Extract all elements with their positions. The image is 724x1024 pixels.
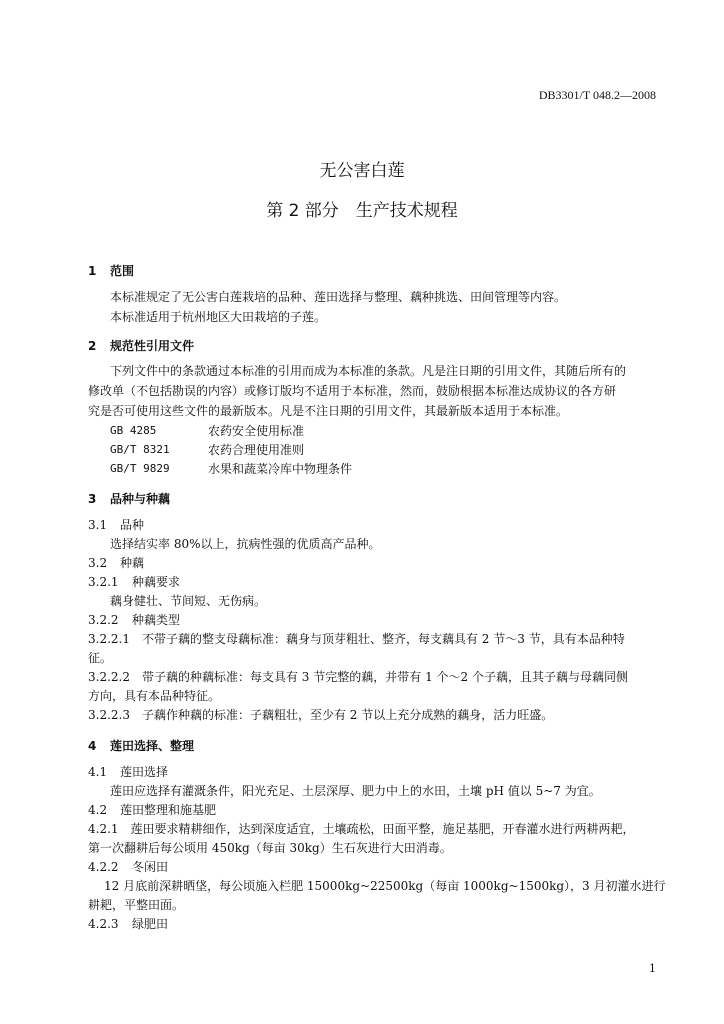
- reference-code: GB/T 8321: [110, 443, 170, 456]
- section-3-heading: [88, 490, 170, 507]
- subsection-title: 冬闲田: [132, 860, 169, 874]
- paragraph-line: 究是否可使用这些文件的最新版本。凡是不注日期的引用文件，其最新版本适用于本标准。: [88, 404, 569, 418]
- section-title: 规范性引用文件: [110, 339, 195, 353]
- subsection-number: 3.2: [88, 556, 108, 570]
- subsection-title: 种藕要求: [132, 575, 181, 589]
- subsection-number: 4.2.2: [88, 860, 119, 874]
- page-number: 1: [649, 962, 656, 975]
- paragraph-line: 耕耙，平整田面。: [88, 898, 185, 912]
- paragraph: 藕身健壮、节间短、无伤病。: [110, 594, 267, 608]
- paragraph-line: 第一次翻耕后每公顷用 450kg（每亩 30kg）生石灰进行大田消毒。: [88, 841, 452, 855]
- paragraph-line: 下列文件中的条款通过本标准的引用而成为本标准的条款。凡是注日期的引用文件，其随后所有的: [110, 364, 627, 378]
- paragraph-line: 修改单（不包括勘误的内容）或修订版均不适用于本标准，然而，鼓励根据本标准达成协议的各方研: [88, 384, 617, 398]
- subsection-title: 绿肥田: [132, 917, 169, 931]
- paragraph-line: 12 月底前深耕晒垡，每公顷施入栏肥 15000kg~22500kg（每亩 1000kg~1500kg），3 月初灌水进行: [104, 879, 666, 893]
- subsection-3-2-2-heading: [88, 613, 180, 627]
- section-number: 3: [88, 492, 97, 506]
- subsection-title: 品种: [120, 518, 145, 532]
- subsection-title: 莲田选择: [120, 765, 169, 779]
- paragraph-line: 征。: [88, 651, 113, 665]
- subsection-number: 3.2.2: [88, 613, 119, 627]
- paragraph-line: 3.2.2.1 不带子藕的整支母藕标准：藕身与顶芽粗壮、整齐，每支藕具有 2 节～3 节，具有本品种特: [88, 632, 625, 646]
- subsection-4-1-heading: [88, 765, 168, 779]
- reference-code: GB 4285: [110, 424, 157, 437]
- document-title: 无公害白莲: [319, 161, 405, 181]
- subsection-number: 3.1: [88, 518, 108, 532]
- reference-name: 水果和蔬菜冷库中物理条件: [208, 462, 353, 476]
- section-number: 2: [88, 339, 97, 353]
- paragraph-line: 4.2.1 莲田要求精耕细作，达到深度适宜，土壤疏松，田面平整，施足基肥，开春灌水进行两耕两耙，: [88, 822, 635, 836]
- section-2-heading: [88, 337, 194, 354]
- reference-name: 农药安全使用标准: [208, 424, 305, 438]
- subsection-title: 种藕类型: [132, 613, 181, 627]
- section-number: 1: [88, 264, 97, 278]
- section-title: 莲田选择、整理: [110, 739, 195, 753]
- subsection-number: 4.2: [88, 803, 108, 817]
- subsection-3-1-heading: [88, 518, 144, 532]
- subsection-number: 4.1: [88, 765, 108, 779]
- subsection-4-2-2-heading: [88, 860, 168, 874]
- subsection-3-2-1-heading: [88, 575, 180, 589]
- section-title: 品种与种藕: [110, 492, 171, 506]
- reference-name: 农药合理使用准则: [208, 443, 305, 457]
- subsection-3-2-heading: [88, 556, 144, 570]
- paragraph: 选择结实率 80%以上，抗病性强的优质高产品种。: [110, 537, 381, 551]
- section-4-heading: [88, 737, 194, 754]
- subsection-4-2-heading: [88, 803, 216, 817]
- document-subtitle: 第 2 部分 生产技术规程: [266, 201, 458, 221]
- paragraph-line: 方向，具有本品种特征。: [88, 689, 221, 703]
- paragraph-line: 3.2.2.3 子藕作种藕的标准：子藕粗壮，至少有 2 节以上充分成熟的藕身，活力旺盛。: [88, 708, 554, 722]
- paragraph: 本标准适用于杭州地区大田栽培的子莲。: [110, 310, 327, 324]
- subsection-title: 种藕: [120, 556, 145, 570]
- standard-number: DB3301/T 048.2—2008: [538, 88, 656, 102]
- subsection-4-2-3-heading: [88, 917, 168, 931]
- subsection-number: 4.2.3: [88, 917, 119, 931]
- section-title: 范围: [110, 264, 135, 278]
- subsection-title: 莲田整理和施基肥: [120, 803, 217, 817]
- paragraph: 本标准规定了无公害白莲栽培的品种、莲田选择与整理、藕种挑选、田间管理等内容。: [110, 290, 567, 304]
- paragraph-line: 3.2.2.2 带子藕的种藕标准：每支具有 3 节完整的藕，并带有 1 个～2 个子藕，且其子藕与母藕同侧: [88, 670, 628, 684]
- subsection-number: 3.2.1: [88, 575, 119, 589]
- paragraph: 莲田应选择有灌溉条件，阳光充足、土层深厚、肥力中上的水田，土壤 pH 值以 5~7 为宜。: [110, 784, 601, 798]
- section-1-heading: [88, 262, 134, 279]
- section-number: 4: [88, 739, 97, 753]
- reference-code: GB/T 9829: [110, 462, 170, 475]
